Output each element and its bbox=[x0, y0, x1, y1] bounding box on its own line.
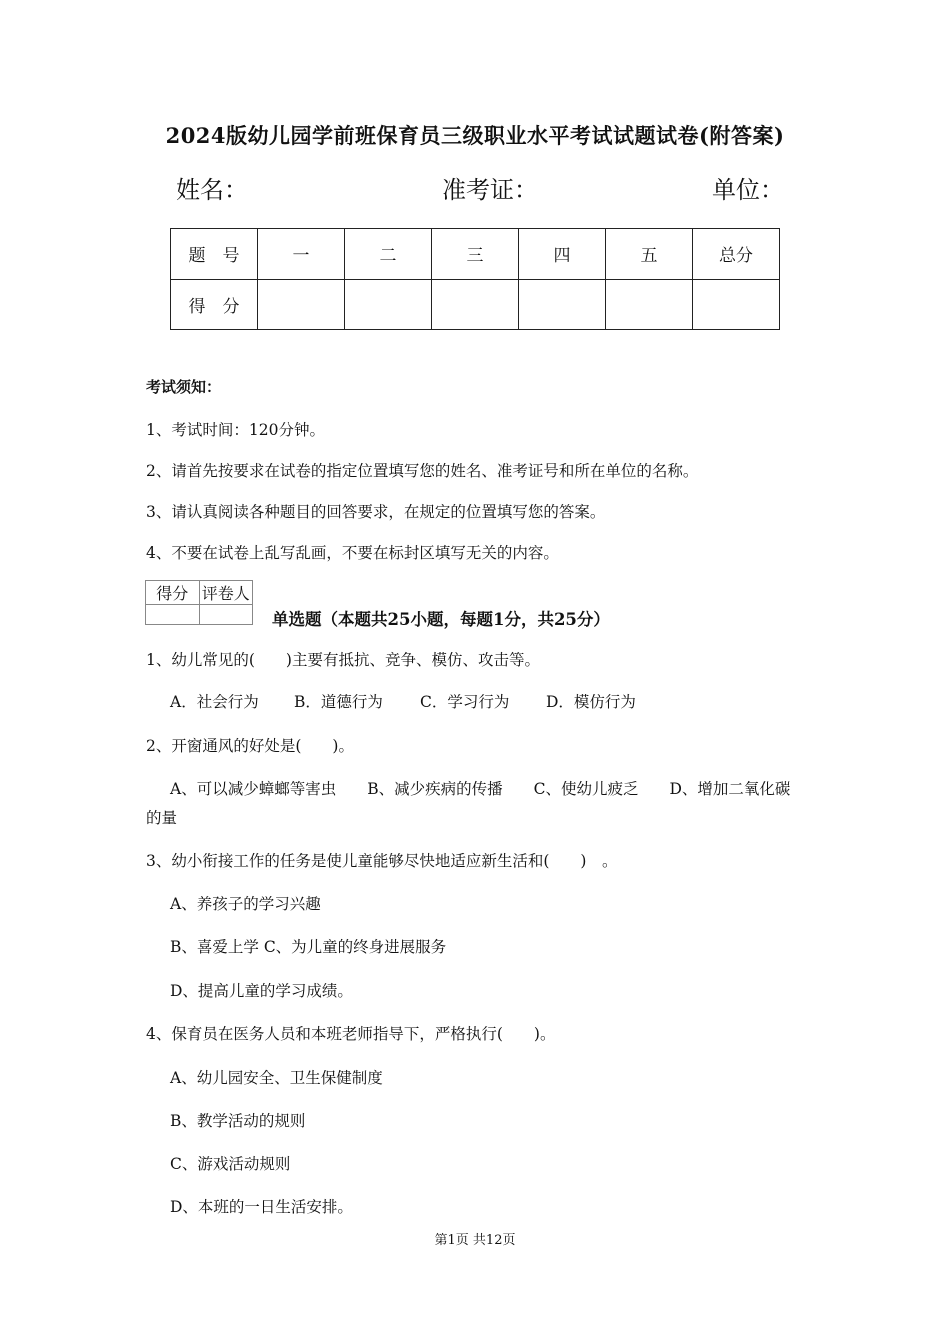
name-field-label: 姓名： bbox=[176, 176, 248, 204]
score-header-cell: 五 bbox=[606, 229, 693, 280]
score-header-cell: 一 bbox=[258, 229, 345, 280]
notice-item: 3、请认真阅读各种题目的回答要求，在规定的位置填写您的答案。 bbox=[146, 503, 606, 521]
question-4-stem: 4、保育员在医务人员和本班老师指导下，严格执行( )。 bbox=[146, 1025, 556, 1043]
score-table-score-row bbox=[171, 279, 780, 330]
score-cell[interactable] bbox=[258, 279, 345, 330]
notice-heading: 考试须知： bbox=[146, 378, 222, 396]
question-3-stem: 3、幼小衔接工作的任务是使儿童能够尽快地适应新生活和( ) 。 bbox=[146, 852, 618, 870]
question-4-option-d[interactable]: D、本班的一日生活安排。 bbox=[170, 1198, 353, 1216]
question-3-option-a[interactable]: A、养孩子的学习兴趣 bbox=[170, 895, 321, 913]
score-row-label: 得 分 bbox=[171, 279, 258, 330]
question-1-stem: 1、幼儿常见的( )主要有抵抗、竞争、模仿、攻击等。 bbox=[146, 651, 540, 669]
grader-score-cell[interactable] bbox=[146, 605, 200, 625]
notice-item: 1、考试时间：120分钟。 bbox=[146, 421, 325, 439]
score-header-cell: 题 号 bbox=[171, 229, 258, 280]
score-cell[interactable] bbox=[345, 279, 432, 330]
score-cell[interactable] bbox=[606, 279, 693, 330]
grader-score-label: 得分 bbox=[146, 581, 200, 605]
exam-number-field-label: 准考证： bbox=[442, 176, 538, 204]
question-2-options-continued: 的量 bbox=[146, 809, 178, 827]
score-header-cell: 三 bbox=[432, 229, 519, 280]
question-4-option-b[interactable]: B、教学活动的规则 bbox=[170, 1112, 306, 1130]
question-3-option-d[interactable]: D、提高儿童的学习成绩。 bbox=[170, 982, 353, 1000]
unit-field-label: 单位： bbox=[712, 176, 784, 204]
option-d[interactable]: D．模仿行为 bbox=[546, 693, 636, 711]
option-a[interactable]: A．社会行为 bbox=[170, 693, 259, 711]
option-c[interactable]: C．学习行为 bbox=[420, 693, 510, 711]
section-title: 单选题（本题共25小题，每题1分，共25分） bbox=[272, 610, 610, 629]
score-cell[interactable] bbox=[519, 279, 606, 330]
question-1-options bbox=[170, 690, 636, 712]
grader-box bbox=[145, 580, 253, 625]
question-4-option-a[interactable]: A、幼儿园安全、卫生保健制度 bbox=[170, 1069, 383, 1087]
score-table bbox=[170, 228, 780, 330]
page-footer: 第1页 共12页 bbox=[434, 1233, 516, 1248]
notice-item: 4、不要在试卷上乱写乱画，不要在标封区填写无关的内容。 bbox=[146, 544, 559, 562]
question-2-options[interactable]: A、可以减少蟑螂等害虫 B、减少疾病的传播 C、使幼儿疲乏 D、增加二氧化碳 bbox=[170, 780, 791, 798]
score-table-header-row bbox=[171, 229, 780, 280]
score-header-cell: 总分 bbox=[693, 229, 780, 280]
score-cell[interactable] bbox=[693, 279, 780, 330]
grader-name-label: 评卷人 bbox=[199, 581, 253, 605]
question-2-stem: 2、开窗通风的好处是( )。 bbox=[146, 737, 354, 755]
score-header-cell: 四 bbox=[519, 229, 606, 280]
option-b[interactable]: B．道德行为 bbox=[294, 693, 383, 711]
page-title: 2024版幼儿园学前班保育员三级职业水平考试试题试卷(附答案) bbox=[165, 123, 785, 148]
notice-item: 2、请首先按要求在试卷的指定位置填写您的姓名、准考证号和所在单位的名称。 bbox=[146, 462, 699, 480]
question-4-option-c[interactable]: C、游戏活动规则 bbox=[170, 1155, 291, 1173]
score-header-cell: 二 bbox=[345, 229, 432, 280]
question-3-option-bc[interactable]: B、喜爱上学 C、为儿童的终身进展服务 bbox=[170, 938, 447, 956]
grader-name-cell[interactable] bbox=[199, 605, 253, 625]
score-cell[interactable] bbox=[432, 279, 519, 330]
